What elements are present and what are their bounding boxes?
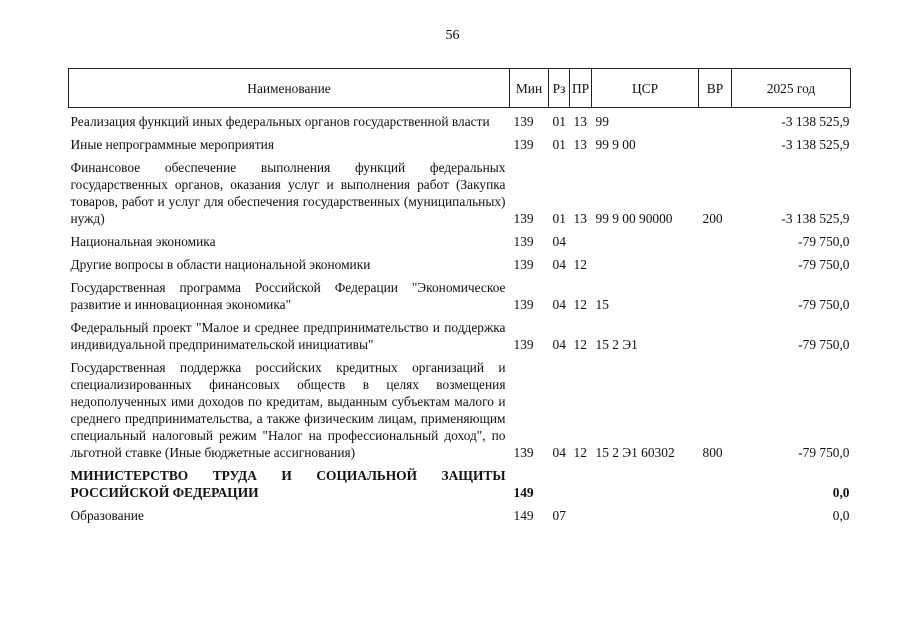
row-csr: 15 (595, 297, 609, 312)
row-amount: -79 750,0 (798, 445, 850, 460)
row-rz: 04 (552, 297, 566, 312)
row-min: 149 (513, 508, 534, 523)
row-vr: 200 (702, 211, 723, 226)
row-rz: 07 (552, 508, 566, 523)
table-header (69, 69, 851, 108)
row-pr: 12 (573, 337, 587, 352)
row-vr: 800 (702, 445, 723, 460)
row-amount: -3 138 525,9 (781, 211, 850, 226)
row-name: Государственная поддержка российских кредитных организаций и специализированных финансовых обществ в целях возмещения недополученных ими доходов по кредитам, выданным субъектам малого и среднего предпринимательства, а также физическим лицам, применяющим специальный налоговый режим "Налог на профессиональный доход", по льготной ставке (Иные бюджетные ассигнования) (70, 360, 506, 460)
row-amount: 0,0 (832, 485, 850, 500)
row-amount: -79 750,0 (798, 234, 850, 249)
row-rz: 04 (552, 257, 566, 272)
row-min: 149 (513, 485, 534, 500)
row-min: 139 (513, 114, 534, 129)
row-amount: 0,0 (832, 508, 850, 523)
row-pr: 13 (573, 211, 587, 226)
row-rz (549, 461, 570, 501)
row-csr: 99 (595, 114, 609, 129)
row-vr (699, 130, 732, 153)
row-name: Федеральный проект "Малое и среднее предпринимательство и поддержка индивидуальной предпринимательской инициативы" (70, 320, 506, 352)
table-row (69, 153, 851, 227)
row-amount: -79 750,0 (798, 337, 850, 352)
row-amount: -79 750,0 (798, 297, 850, 312)
budget-table (68, 68, 851, 524)
row-amount: -3 138 525,9 (781, 137, 850, 152)
row-rz: 04 (552, 337, 566, 352)
header-pr: ПР (570, 69, 592, 108)
row-rz: 04 (552, 234, 566, 249)
header-year: 2025 год (732, 69, 851, 108)
table-row (69, 313, 851, 353)
row-name: Национальная экономика (70, 234, 216, 249)
row-name: МИНИСТЕРСТВО ТРУДА И СОЦИАЛЬНОЙ ЗАЩИТЫ РОССИЙСКОЙ ФЕДЕРАЦИИ (70, 468, 506, 500)
row-name: Другие вопросы в области национальной экономики (70, 257, 371, 272)
table-row (69, 130, 851, 153)
header-name: Наименование (69, 69, 510, 108)
table-row (69, 108, 851, 131)
row-rz: 04 (552, 445, 566, 460)
row-csr (592, 461, 699, 501)
row-vr (699, 273, 732, 313)
row-min: 139 (513, 257, 534, 272)
row-vr (699, 108, 732, 131)
row-name: Реализация функций иных федеральных органов государственной власти (70, 114, 490, 129)
row-csr (592, 227, 699, 250)
row-min: 139 (513, 445, 534, 460)
row-rz: 01 (552, 211, 566, 226)
row-pr: 13 (573, 114, 587, 129)
row-pr (570, 461, 592, 501)
row-vr (699, 227, 732, 250)
table-row (69, 461, 851, 501)
row-vr (699, 313, 732, 353)
row-rz: 01 (552, 114, 566, 129)
row-csr: 99 9 00 (595, 137, 636, 152)
row-pr (570, 501, 592, 524)
row-csr: 15 2 Э1 (595, 337, 638, 352)
row-rz: 01 (552, 137, 566, 152)
header-min: Мин (510, 69, 549, 108)
row-name: Государственная программа Российской Федерации "Экономическое развитие и инновационная экономика" (70, 280, 506, 312)
row-min: 139 (513, 297, 534, 312)
row-csr (592, 501, 699, 524)
row-csr (592, 250, 699, 273)
row-pr (570, 227, 592, 250)
table-row (69, 273, 851, 313)
table-body (69, 108, 851, 525)
row-pr: 12 (573, 297, 587, 312)
row-csr: 99 9 00 90000 (595, 211, 673, 226)
row-vr (699, 250, 732, 273)
row-min: 139 (513, 337, 534, 352)
header-vr: ВР (699, 69, 732, 108)
row-vr (699, 461, 732, 501)
row-pr: 12 (573, 445, 587, 460)
row-pr: 12 (573, 257, 587, 272)
row-name: Иные непрограммные мероприятия (70, 137, 274, 152)
row-name: Финансовое обеспечение выполнения функций федеральных государственных органов, оказания услуг и выполнения работ (Закупка товаров, работ и услуг для обеспечения государственных (муниципальных) нужд) (70, 160, 506, 226)
row-min: 139 (513, 137, 534, 152)
header-csr: ЦСР (592, 69, 699, 108)
row-amount: -3 138 525,9 (781, 114, 850, 129)
header-rz: Рз (549, 69, 570, 108)
row-min: 139 (513, 211, 534, 226)
page-number: 56 (445, 28, 460, 43)
row-amount: -79 750,0 (798, 257, 850, 272)
table-row (69, 227, 851, 250)
table-row (69, 353, 851, 461)
row-pr: 13 (573, 137, 587, 152)
row-vr (699, 501, 732, 524)
row-csr: 15 2 Э1 60302 (595, 445, 675, 460)
row-min: 139 (513, 234, 534, 249)
row-name: Образование (70, 508, 144, 523)
table-row (69, 250, 851, 273)
table-row (69, 501, 851, 524)
